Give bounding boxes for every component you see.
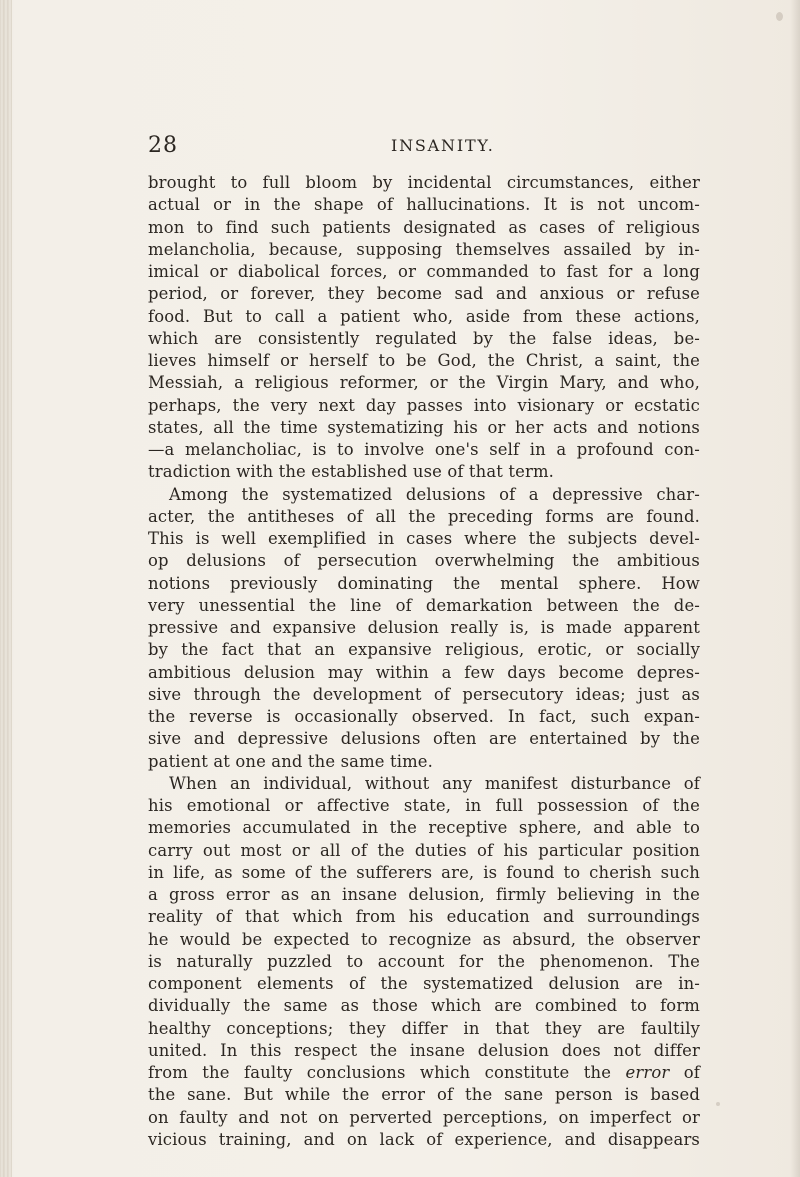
text-line: op delusions of persecution overwhelming the ambitious [148,551,700,571]
text-line: vicious training, and on lack of experience, and disappears [148,1129,700,1149]
text-line: a gross error as an insane delusion, firmly believing in the [148,885,700,904]
text-line: dividually the same as those which are combined to form [148,996,700,1016]
text-line: notions previously dominating the mental sphere. How [148,573,700,593]
text-line: united. In this respect the insane delusion does not differ [148,1040,700,1060]
text-line: sive and depressive delusions often are entertained by the [148,729,700,749]
text-line: —a melancholiac, is to involve one's self in a profound con- [148,440,700,459]
text-line: the reverse is occasionally observed. In fact, such expan- [148,707,700,726]
text-line: sive through the development of persecutory ideas; just as [148,684,700,704]
paper-speck [716,1102,720,1106]
italic-word: error [625,1063,670,1082]
paragraph-start-line: When an individual, without any manifest disturbance of [169,773,700,793]
text-line: mon to find such patients designated as cases of religious [148,217,700,237]
text-line: actual or in the shape of hallucinations. It is not uncom- [148,195,700,215]
text-line: Messiah, a religious reformer, or the Virgin Mary, and who, [148,373,700,393]
text-line: perhaps, the very next day passes into visionary or ecstatic [148,395,700,415]
text-line: he would be expected to recognize as absurd, the observer [148,929,700,949]
page-header [148,133,696,159]
text-line: memories accumulated in the receptive sphere, and able to [148,818,700,838]
text-line: acter, the antitheses of all the preceding forms are found. [148,506,700,526]
running-head: INSANITY. [391,136,495,155]
page-number: 28 [148,133,178,158]
text-line: by the fact that an expansive religious, erotic, or socially [148,640,700,660]
text-line: melancholia, because, supposing themselves assailed by in- [148,239,700,259]
text-line: his emotional or affective state, in full possession of the [148,796,700,815]
body-text [148,172,700,1151]
text-line: patient at one and the same time. [148,751,433,771]
text-line: which are consistently regulated by the false ideas, be- [148,328,700,348]
text-line: very unessential the line of demarkation between the de- [148,595,700,615]
text-line: brought to full bloom by incidental circumstances, either [148,173,700,192]
text-line: pressive and expansive delusion really is, is made apparent [148,618,700,637]
text-line: ambitious delusion may within a few days become depres- [148,662,700,682]
text-line: reality of that which from his education and surroundings [148,907,700,927]
page-binding-edge [0,0,12,1177]
page-right-edge-shadow [790,0,800,1177]
text-line: on faulty and not on perverted perceptions, on imperfect or [148,1107,700,1127]
text-line: carry out most or all of the duties of his particular position [148,840,700,860]
text-line-with-italic [148,1062,700,1084]
text-line: food. But to call a patient who, aside from these actions, [148,306,700,326]
text-line: tradiction with the established use of that term. [148,462,555,482]
text-line: the sane. But while the error of the sane person is based [148,1085,700,1105]
line-text: from the faulty conclusions which constitute the [148,1063,612,1082]
text-line: healthy conceptions; they differ in that they are faultily [148,1018,700,1038]
text-line: is naturally puzzled to account for the phenomenon. The [148,951,700,971]
text-line: lieves himself or herself to be God, the Christ, a saint, the [148,351,700,370]
text-line: in life, as some of the sufferers are, is found to cherish such [148,862,700,882]
text-line: period, or forever, they become sad and anxious or refuse [148,284,700,304]
text-line: states, all the time systematizing his or her acts and notions [148,417,700,437]
line-tail: of [683,1063,700,1082]
paragraph-start-line: Among the systematized delusions of a depressive char- [169,484,700,504]
text-line: This is well exemplified in cases where the subjects devel- [148,529,700,548]
text-line: component elements of the systematized delusion are in- [148,974,700,993]
paper-speck [776,12,783,21]
text-line: imical or diabolical forces, or commanded to fast for a long [148,262,700,281]
